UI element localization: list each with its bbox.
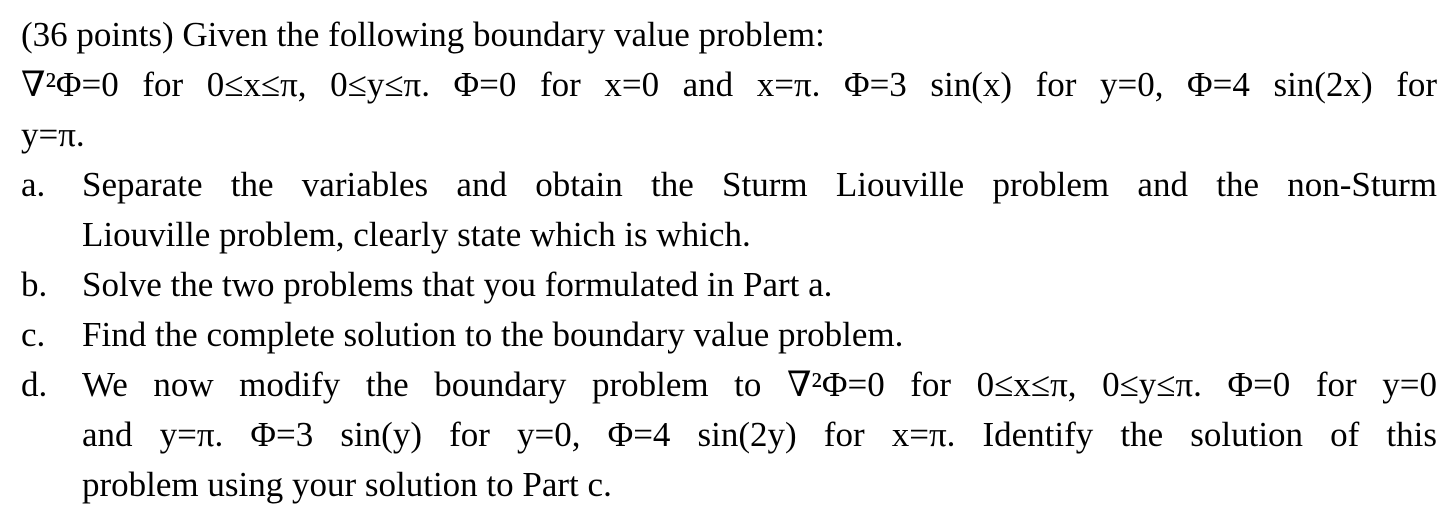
part-a-line-2: Liouville problem, clearly state which is which.	[82, 215, 751, 254]
problem-title: (36 points) Given the following boundary value problem:	[21, 15, 825, 54]
part-c-marker: c.	[21, 315, 46, 354]
problem-statement-line-1: ∇²Φ=0 for 0≤x≤π, 0≤y≤π. Φ=0 for x=0 and x=π. Φ=3 sin(x) for y=0, Φ=4 sin(2x) for	[21, 65, 1437, 104]
part-c	[21, 310, 1437, 360]
problem-statement-line-2: y=π.	[21, 115, 85, 154]
part-a-line-1: Separate the variables and obtain the Sturm Liouville problem and the non-Sturm	[82, 165, 1437, 204]
part-c-line-1: Find the complete solution to the boundary value problem.	[82, 315, 904, 354]
part-b-marker: b.	[21, 265, 48, 304]
part-d	[21, 360, 1437, 510]
part-b-line-1: Solve the two problems that you formulated in Part a.	[82, 265, 833, 304]
problem-document	[21, 10, 1437, 510]
part-d-marker: d.	[21, 365, 48, 404]
part-d-line-3: problem using your solution to Part c.	[82, 465, 612, 504]
part-a-marker: a.	[21, 165, 46, 204]
part-d-line-2: and y=π. Φ=3 sin(y) for y=0, Φ=4 sin(2y) for x=π. Identify the solution of this	[82, 415, 1437, 454]
part-d-line-1: We now modify the boundary problem to ∇²Φ=0 for 0≤x≤π, 0≤y≤π. Φ=0 for y=0	[82, 365, 1437, 404]
part-b	[21, 260, 1437, 310]
part-a	[21, 160, 1437, 260]
